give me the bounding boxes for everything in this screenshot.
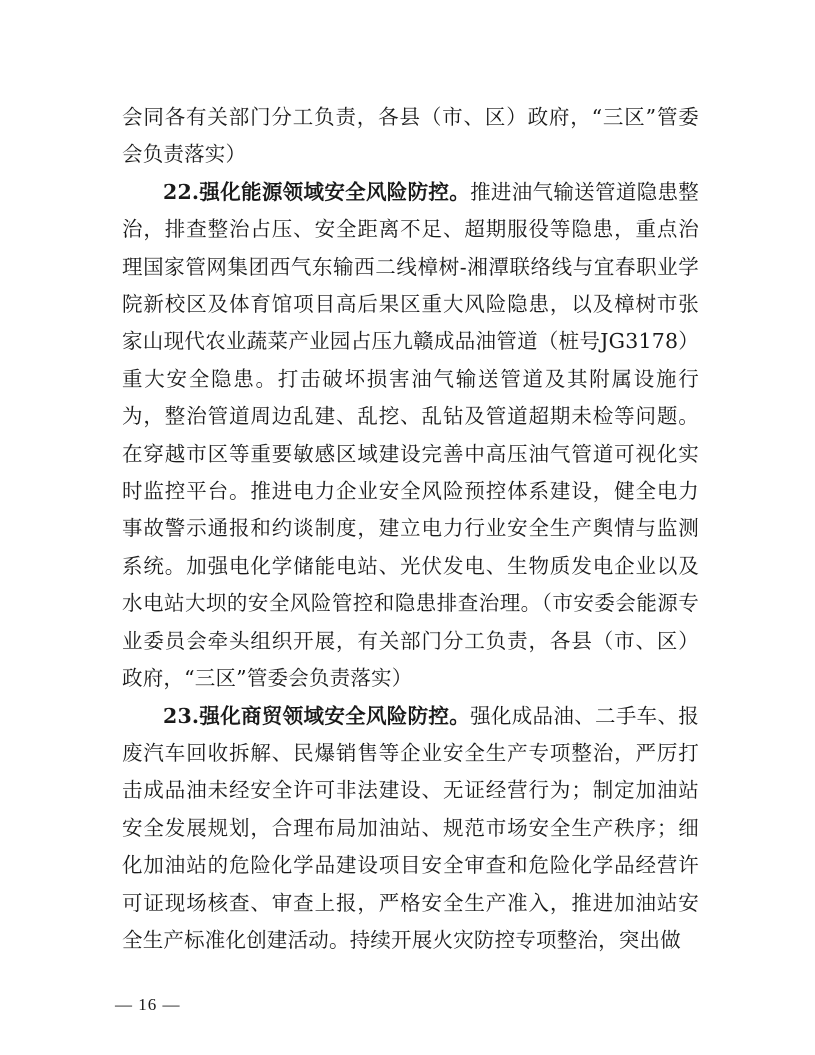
paragraph-heading: 23.强化商贸领域安全风险防控。 — [163, 703, 471, 728]
paragraph-text: 会同各有关部门分工负责，各县（市、区）政府，“三区”管委会负责落实） — [122, 105, 699, 167]
document-body — [122, 99, 699, 959]
paragraph-text: 推进油气输送管道隐患整治，排查整治占压、安全距离不足、超期服役等隐患，重点治理国家管网集团西气东输西二线樟树-湘潭联络线与宜春职业学院新校区及体育馆项目高后果区重大风险隐患，以及樟树市张家山现代农业蔬菜产业园占压九赣成品油管道（桩号JG3178）重大安全隐患。打击破坏损害油气输送管道及其附属设施行为，整治管道周边乱建、乱挖、乱钻及管道超期未检等问题。在穿越市区等重要敏感区域建设完善中高压油气管道可视化实时监控平台。推进电力企业安全风险预控体系建设，健全电力事故警示通报和约谈制度，建立电力行业安全生产舆情与监测系统。加强电化学储能电站、光伏发电、生物质发电企业以及水电站大坝的安全风险管控和隐患排查治理。（市安委会能源专业委员会牵头组织开展，有关部门分工负责，各县（市、区）政府，“三区”管委会负责落实） — [122, 179, 699, 691]
paragraph-text: 强化成品油、二手车、报废汽车回收拆解、民爆销售等企业安全生产专项整治，严厉打击成品油未经安全许可非法建设、无证经营行为；制定加油站安全发展规划，合理布局加油站、规范市场安全生产秩序；细化加油站的危险化学品建设项目安全审查和危险化学品经营许可证现场核查、审查上报，严格安全生产准入，推进加油站安全生产标准化创建活动。持续开展火灾防控专项整治，突出做 — [122, 703, 699, 952]
paragraph-commerce-safety — [122, 698, 699, 960]
page-number: — 16 — — [115, 995, 181, 1014]
paragraph-energy-safety — [122, 174, 699, 698]
paragraph-heading: 22.强化能源领域安全风险防控。 — [163, 179, 471, 204]
paragraph-continuation — [122, 99, 699, 174]
